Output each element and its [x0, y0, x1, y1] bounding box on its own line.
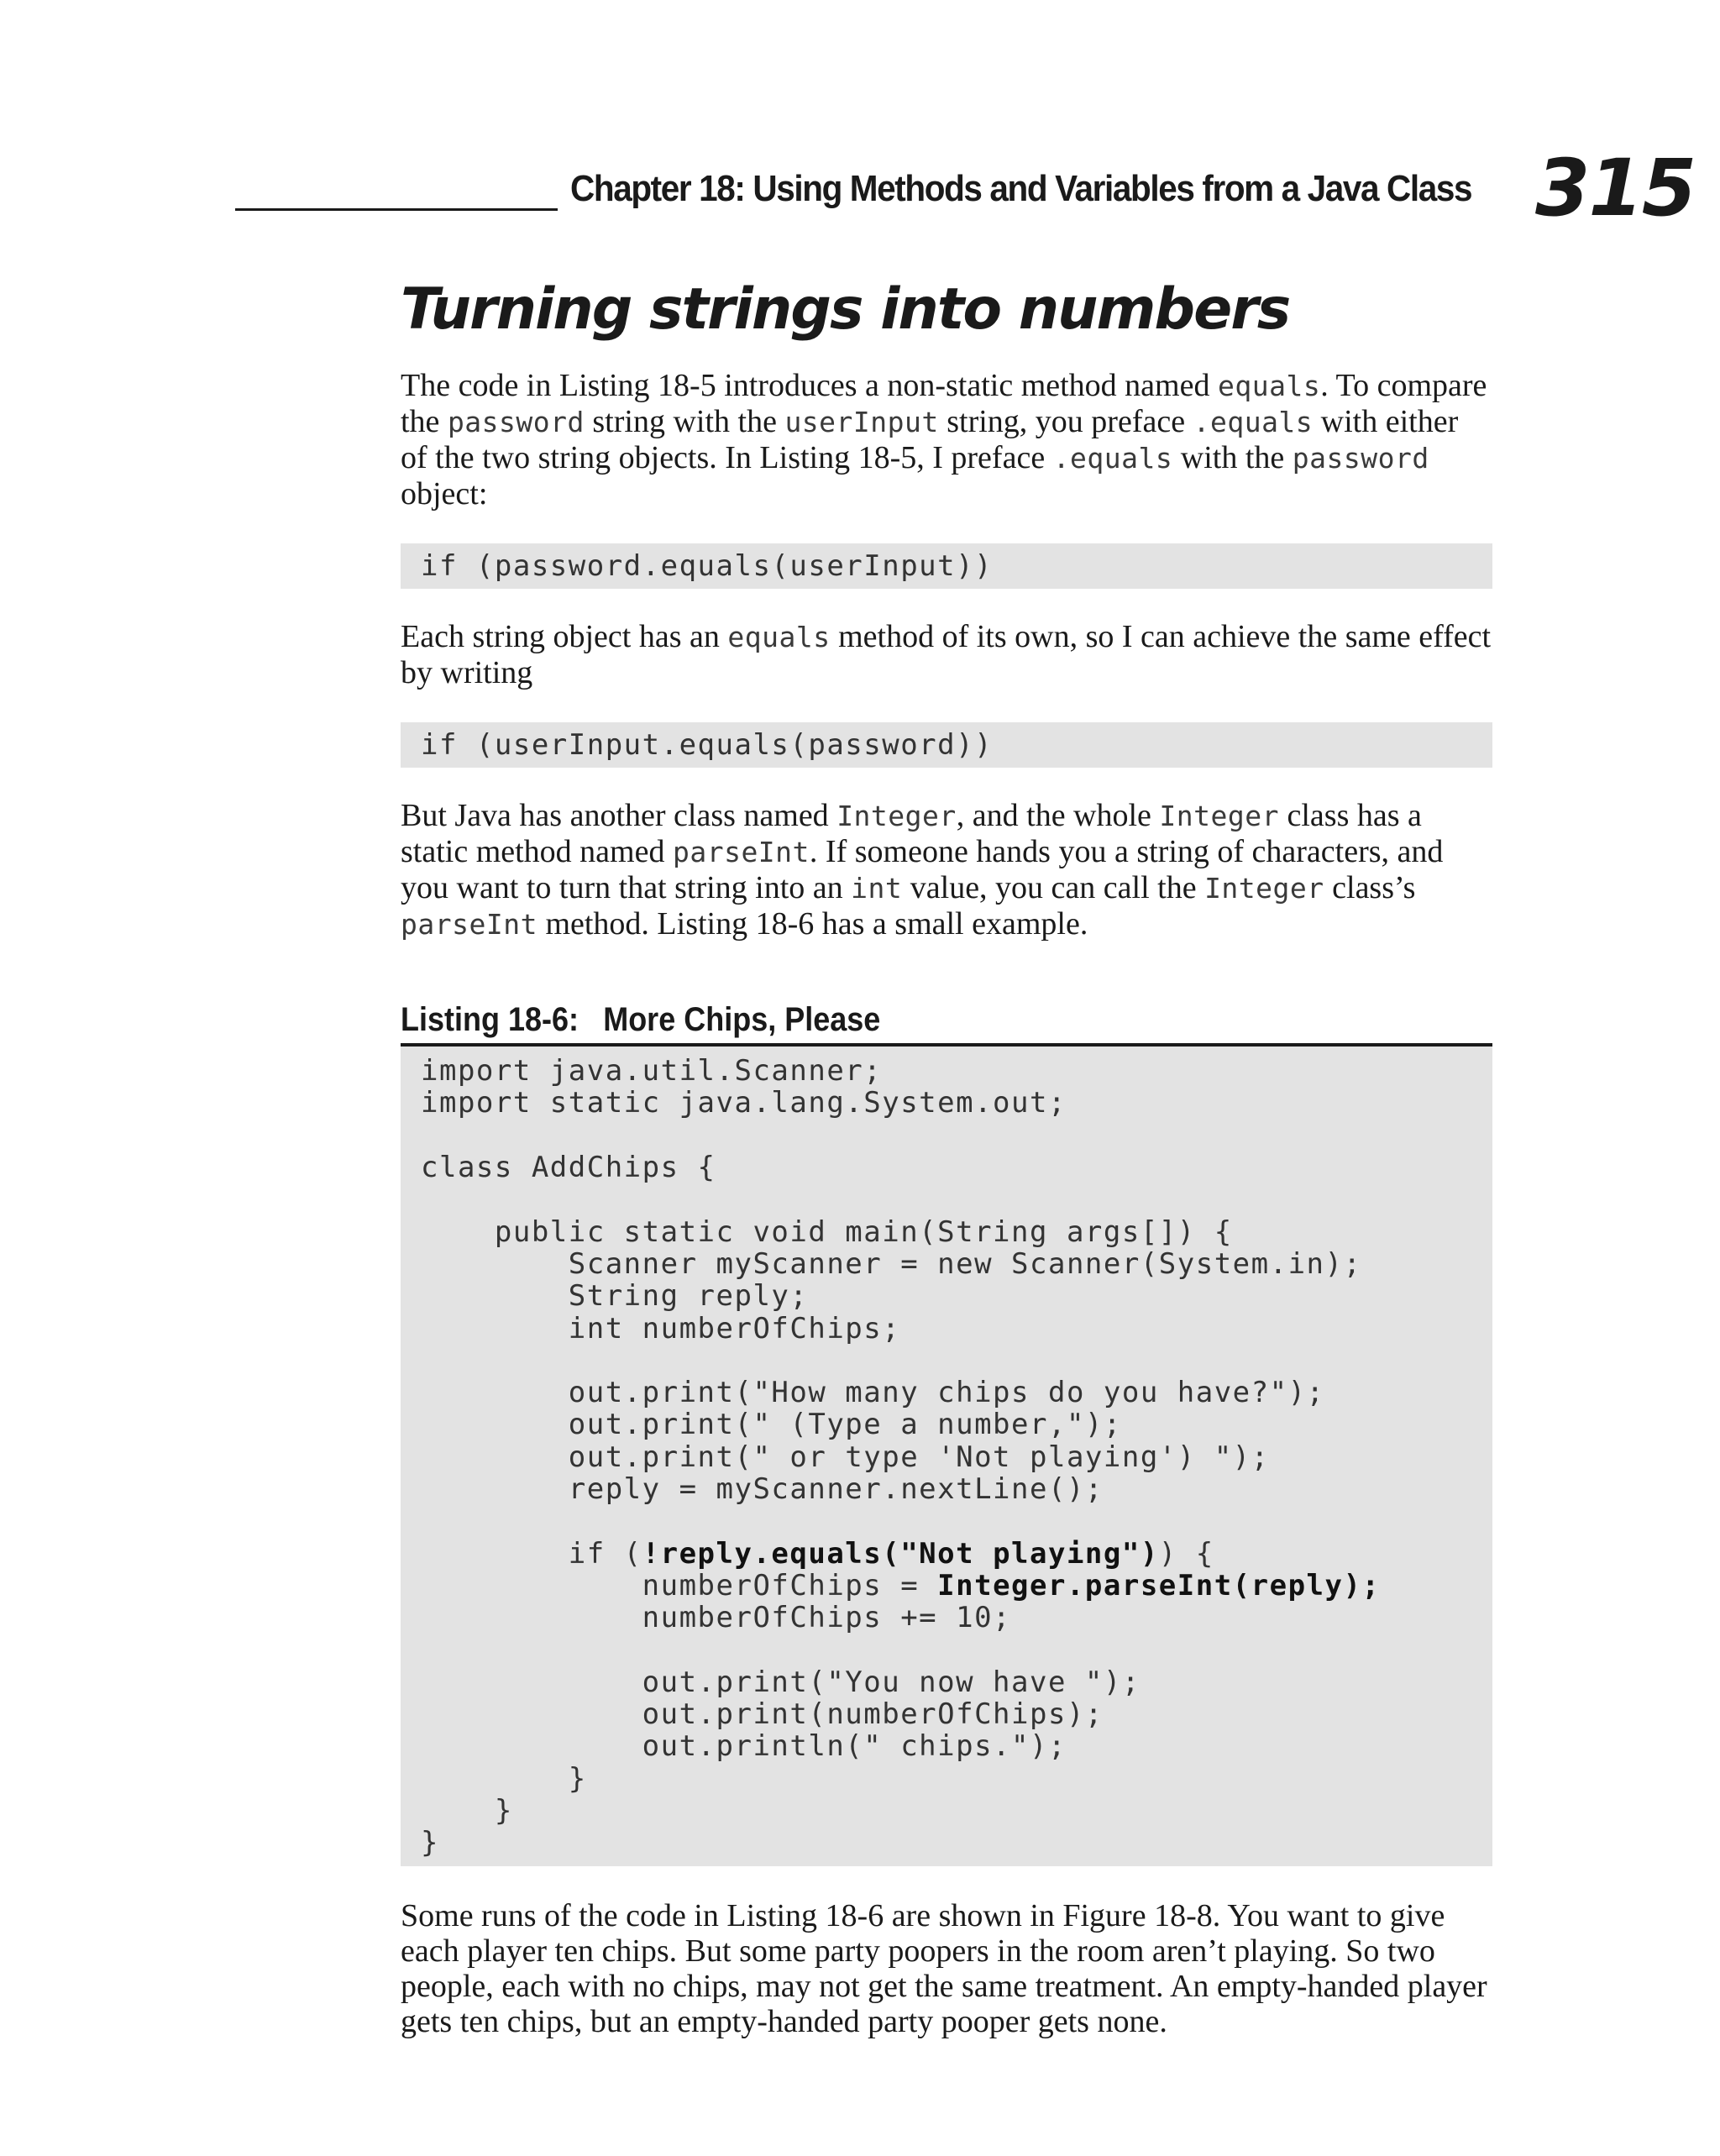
text-run: class’s: [1324, 870, 1416, 906]
code-line: out.print("You now have ");: [421, 1665, 1141, 1699]
code-line: reply = myScanner.nextLine();: [421, 1472, 1104, 1507]
text-run: method of its own, so I can achieve the same effect by writing: [401, 619, 1492, 691]
code-line-blank: [421, 1634, 1472, 1666]
text-run: . To compare the: [401, 368, 1487, 440]
code-run: if (: [421, 1536, 642, 1571]
code-line: numberOfChips += 10;: [421, 1601, 1012, 1635]
code-line: int numberOfChips;: [421, 1311, 901, 1346]
code-line: }: [421, 1826, 439, 1860]
text-run: with the: [1172, 440, 1293, 476]
code-line-blank: [421, 1505, 1472, 1537]
text-run: class has a static method named: [401, 798, 1422, 870]
code-line: }: [421, 1761, 587, 1796]
code-listing: [401, 1047, 1492, 1865]
listing-title: More Chips, Please: [603, 1001, 881, 1039]
code-line: }: [421, 1794, 513, 1828]
text-run: . If someone hands you a string of characters, and you want to turn that string into an: [401, 834, 1444, 906]
code-line: String reply;: [421, 1279, 809, 1314]
code-line: out.print(" (Type a number,");: [421, 1408, 1122, 1442]
paragraph-each-string: [401, 619, 1492, 690]
paragraph-integer-class: [401, 798, 1492, 942]
page-number: 315: [1535, 143, 1696, 234]
page-content: [401, 277, 1492, 2039]
inline-code: Integer: [1159, 800, 1279, 833]
code-snippet-password-equals: if (password.equals(userInput)): [401, 543, 1492, 589]
code-line: public static void main(String args[]) {: [421, 1214, 1233, 1249]
inline-code: .equals: [1052, 442, 1173, 475]
inline-code: Integer: [1204, 872, 1324, 905]
inline-code: equals: [727, 621, 831, 654]
header-rule: [235, 208, 558, 211]
text-run: string, you preface: [938, 404, 1193, 440]
code-line: Scanner myScanner = new Scanner(System.in);: [421, 1246, 1362, 1281]
text-run: , and the whole: [956, 798, 1160, 834]
inline-code: password: [447, 406, 585, 439]
inline-code: Integer: [836, 800, 957, 833]
code-line: import java.util.Scanner;: [421, 1054, 883, 1088]
code-line: [421, 1570, 1472, 1602]
text-run: value, you can call the: [902, 870, 1205, 906]
text-run: method. Listing 18-6 has a small example.: [537, 906, 1088, 942]
text-run: string with the: [584, 404, 785, 440]
text-run: But Java has another class named: [401, 798, 837, 834]
text-run: Each string object has an: [401, 619, 728, 655]
paragraph-runs: Some runs of the code in Listing 18-6 are shown in Figure 18-8. You want to give each player ten chips. But some party poopers in the room aren’t playing. So two people, each with no chips, may not get the same treatment. An empty-handed player gets ten chips, but an empty-handed party pooper gets none.: [401, 1897, 1487, 2039]
text-run: object:: [401, 476, 488, 512]
code-line: class AddChips {: [421, 1151, 716, 1185]
code-run: numberOfChips =: [421, 1568, 938, 1603]
inline-code: parseInt: [672, 836, 810, 869]
code-run-bold: !reply.equals("Not playing"): [642, 1536, 1159, 1571]
text-run: The code in Listing 18-5 introduces a non-static method named: [401, 368, 1218, 404]
section-heading: Turning strings into numbers: [401, 276, 1290, 343]
inline-code: parseInt: [401, 908, 538, 942]
listing-caption: [401, 1001, 1383, 1041]
inline-code: int: [851, 872, 903, 905]
code-line-blank: [421, 1345, 1472, 1377]
code-line: out.print(numberOfChips);: [421, 1697, 1104, 1732]
code-line-blank: [421, 1183, 1472, 1215]
code-run: ) {: [1158, 1536, 1214, 1571]
code-line: [421, 1538, 1472, 1570]
inline-code: userInput: [784, 406, 939, 439]
listing-number: Listing 18-6:: [401, 1001, 579, 1039]
code-line: out.print(" or type 'Not playing') ");: [421, 1440, 1270, 1474]
code-line: out.println(" chips.");: [421, 1729, 1067, 1764]
paragraph-equals-intro: [401, 368, 1492, 511]
inline-code: .equals: [1193, 406, 1314, 439]
inline-code: equals: [1217, 370, 1321, 403]
inline-code: password: [1292, 442, 1429, 475]
code-line: out.print("How many chips do you have?");: [421, 1376, 1325, 1410]
text-run: with either of the two string objects. In Listing 18-5, I preface: [401, 404, 1459, 476]
code-line: import static java.lang.System.out;: [421, 1086, 1067, 1120]
code-line-blank: [421, 1120, 1472, 1151]
chapter-title: Chapter 18: Using Methods and Variables from a Java Class: [570, 168, 1472, 209]
code-snippet-userinput-equals: if (userInput.equals(password)): [401, 722, 1492, 768]
code-run-bold: Integer.parseInt(reply);: [937, 1568, 1381, 1603]
